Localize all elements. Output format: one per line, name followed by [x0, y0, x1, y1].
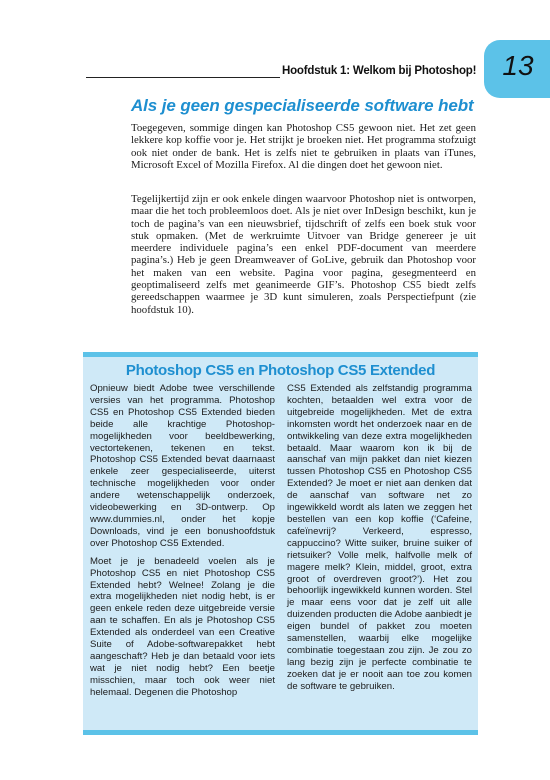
page-number: 13	[502, 50, 534, 81]
sidebar-title: Photoshop CS5 en Photoshop CS5 Extended	[125, 362, 436, 379]
sidebar-column-left	[90, 383, 275, 705]
sidebar-paragraph: Opnieuw biedt Adobe twee verschillende versies van het programma. Photoshop CS5 en Photoshop CS5 Extended bieden beide alle krachtige Photoshop-mogelijkheden voor beeldbewerking, vectortekenen, tekenen en tekst. Photoshop CS5 Extended bevat daarnaast enkele zeer gespecialiseerde, uiterst technische mogelijkheden voor onder andere wetenschappelijk onderzoek, videobewerking en 3D-ontwerp. Op www.dummies.nl, onder het kopje Downloads, vind je een bonushoofdstuk over Photoshop CS5 Extended.	[90, 383, 275, 549]
body-paragraph-1: Toegegeven, sommige dingen kan Photoshop CS5 gewoon niet. Het zet geen lekkere kop koffie voor je. Het strijkt je broeken niet. Het programma stofzuigt ook niet onder de bank. Het is zelfs niet te gebruiken in plaats van iTunes, Microsoft Excel of Mozilla Firefox. Al die dingen doet het gewoon niet.	[131, 122, 476, 171]
sidebar-paragraph: Moet je je benadeeld voelen als je Photoshop CS5 en niet Photoshop CS5 Extended hebt? Welnee! Zolang je die extra mogelijkheden niet nodig hebt, is er geen enkele reden deze uitgebreide versie aan te schaffen. En als je Photoshop CS5 Extended als onderdeel van een Creative Suite of Adobe-softwarepakket hebt aangeschaft? Heb je dan betaald voor iets wat je niet nodig hebt? Een beetje misschien, maar toch ook weer niet helemaal. Degenen die Photoshop	[90, 555, 275, 698]
sidebar-paragraph: CS5 Extended als zelfstandig programma kochten, betaalden wel extra voor de uitgebreide mogelijkheden. Met de extra inkomsten wordt het onderzoek naar en de ontwikkeling van deze extra mogelijkheden betaald. Maar waarom kon ik bij de aanschaf van mijn pakket dan niet kiezen tussen Photoshop CS5 en Photoshop CS5 Extended? Je moet er niet aan denken dat de aanschaf van software net zo ingewikkeld wordt als laten we zeggen het bestellen van een kop koffie (‘Cafeine, cafeïnevrij? Verkeerd, espresso, cappuccino? Witte suiker, bruine suiker of rietsuiker? Volle melk, halfvolle melk of magere melk? Klein, middel, groot, extra groot of overdreven groot?’). Het zou behoorlijk ingewikkeld kunnen worden. Stel je maar eens voor dat je zelf uit alle duizenden producten die Adobe aanbiedt je eigen bundel of pakket zou moeten samenstellen, waarbij elke mogelijke combinatie toegestaan zou zijn. Je zou zo lang bezig zijn je perfecte combinatie te zoeken dat je er nooit aan toe zou komen de software te gebruiken.	[287, 383, 472, 692]
section-heading: Als je geen gespecialiseerde software hebt	[131, 96, 474, 115]
body-paragraph-2: Tegelijkertijd zijn er ook enkele dingen waarvoor Photoshop niet is ontworpen, maar die het toch probleemloos doet. Als je niet over InDesign beschikt, kun je toch de pagina’s van een nieuwsbrief, tijdschrift of zelfs een boek stuk voor stuk opmaken. (Met de werkruimte Uitvoer van Bridge genereer je uit meerdere individuele pagina’s een enkel PDF-document van meerdere pagina’s.) Heb je geen Dreamweaver of GoLive, gebruik dan Photoshop voor het maken van een website. Pagina voor pagina, gesegmenteerd en geoptimaliseerd zelfs met geanimeerde GIF’s. Photoshop CS5 biedt zelfs gereedschappen waarmee je 3D kunt simuleren, zoals Perspectiefpunt (zie hoofdstuk 10).	[131, 193, 476, 316]
running-header	[86, 62, 476, 84]
sidebar-box	[83, 352, 478, 735]
header-rule	[86, 77, 280, 78]
page-number-tab	[484, 40, 550, 98]
sidebar-column-right	[287, 383, 472, 699]
chapter-title: Hoofdstuk 1: Welkom bij Photoshop!	[282, 65, 477, 77]
